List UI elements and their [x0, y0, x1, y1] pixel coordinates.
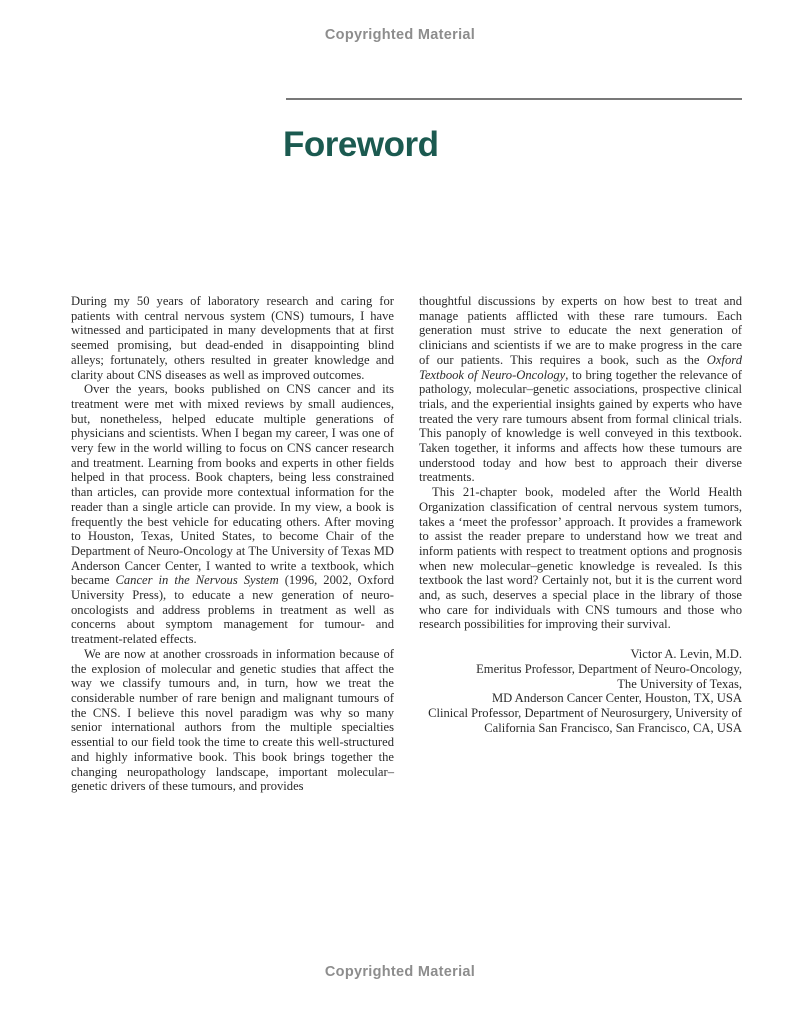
foreword-body: [71, 294, 742, 794]
foreword-paragraph: [71, 382, 394, 647]
signature-line: California San Francisco, San Francisco, CA, USA: [484, 720, 742, 735]
paragraph-text: , to bring together the relevance of pathology, molecular–genetic associations, prospective clinical trials, and the experiential insights gained by experts who have treated the very rare tumours absent from formal clinical trials. This panoply of knowledge is well conveyed in this textbook. Taken together, it informs and affects how these tumours are understood today and how best to approach their diverse treatments.: [419, 367, 742, 485]
page-title: Foreword: [283, 125, 439, 165]
book-title-italic: Oxford Textbook of Neuro-Oncology: [419, 352, 742, 382]
copyright-notice-top: Copyrighted Material: [324, 27, 476, 43]
signature-line: Emeritus Professor, Department of Neuro-Oncology,: [476, 661, 742, 676]
right-column: [419, 294, 742, 794]
signature-line: Clinical Professor, Department of Neurosurgery, University of: [428, 705, 742, 720]
paragraph-text: thoughtful discussions by experts on how best to treat and manage patients afflicted with these rare tumours. Each generation must strive to educate the next generation of clinicians and scientists if we are to make progress in the care of our patients. This requires a book, such as the: [419, 294, 742, 367]
copyright-notice-bottom: Copyrighted Material: [324, 964, 476, 980]
paragraph-text: (1996, 2002, Oxford University Press), to educate a new generation of neuro-oncologists and address problems in treatment as well as concerns about symptom management for tumour- and treatment-related effects.: [71, 573, 394, 647]
left-column: [71, 294, 394, 794]
signature-line: MD Anderson Cancer Center, Houston, TX, USA: [491, 691, 742, 706]
signature-line: The University of Texas,: [617, 676, 742, 691]
paragraph-text: Over the years, books published on CNS cancer and its treatment were met with mixed reviews by small audiences, but, nonetheless, helped educate multiple generations of physicians and scientists. When I began my career, I was one of very few in the world willing to focus on CNS cancer research and treatment. Learning from books and experts in other fields helped in that process. Book chapters, being less constrained than articles, can provide more contextual information for the reader than a single article can provide. In my view, a book is frequently the best vehicle for educating others. After moving to Houston, Texas, United States, to become Chair of the Department of Neuro-Oncology at The University of Texas MD Anderson Cancer Center, I wanted to write a textbook, which became: [71, 382, 394, 588]
heading-rule: [286, 98, 742, 100]
foreword-paragraph: [71, 647, 394, 794]
signature-line: Victor A. Levin, M.D.: [630, 647, 742, 662]
paragraph-text: We are now at another crossroads in information because of the explosion of molecular and genetic studies that affect the way we classify tumours and, in turn, how we treat the considerable number of rare benign and malignant tumours of the CNS. I believe this novel paradigm was why so many senior international authors from the multiple specialties essential to our field took the time to create this well-structured and highly informative book. This book brings together the changing neuropathology landscape, important molecular–genetic drivers of these tumours, and provides: [71, 646, 394, 794]
author-signature-block: [419, 647, 742, 735]
foreword-paragraph: [419, 485, 742, 632]
foreword-paragraph: [71, 294, 394, 382]
paragraph-text: This 21-chapter book, modeled after the World Health Organization classification of central nervous system tumors, takes a ‘meet the professor’ approach. It provides a framework to assist the reader prepare to understand how we treat and inform patients with respect to treatment options and prognosis when new molecular–genetic knowledge is revealed. Is this textbook the last word? Certainly not, but it is the current word and, as such, deserves a special place in the library of those who care for individuals with CNS tumours and those who research possibilities for improving their survival.: [419, 485, 742, 632]
foreword-paragraph: [419, 294, 742, 485]
paragraph-text: During my 50 years of laboratory research and caring for patients with central nervous system (CNS) tumours, I have witnessed and participated in many developments that at first seemed promising, but dead-ended in disappointing blind alleys; fortunately, others resulted in greater knowledge and clarity about CNS diseases as well as improved outcomes.: [71, 294, 394, 382]
book-title-italic: Cancer in the Nervous System: [115, 573, 279, 588]
